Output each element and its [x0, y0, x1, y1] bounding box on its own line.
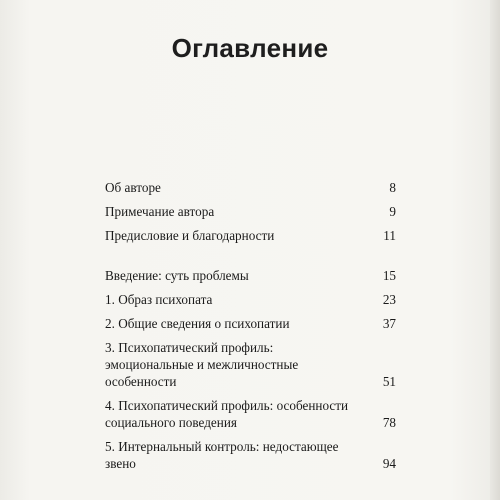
- toc-entry-chapter-2: [105, 315, 396, 332]
- toc-entry-page: 15: [382, 268, 396, 283]
- toc-entry-page: 8: [389, 180, 396, 195]
- toc-entry-page: 11: [383, 228, 396, 243]
- toc-entry-page: 51: [382, 374, 396, 389]
- toc-entry-label: 3. Психопатический профиль: эмоциональные и межличностные особенности: [105, 340, 299, 389]
- toc-entry-page: 23: [382, 292, 396, 307]
- toc-entry-label: Введение: суть проблемы: [105, 268, 249, 283]
- toc-entry-label: 4. Психопатический профиль: особенности социального поведения: [105, 398, 349, 430]
- toc-entry-about-author: [105, 179, 396, 196]
- toc-entry-chapter-5: [105, 438, 396, 472]
- toc-entry-page: 78: [382, 415, 396, 430]
- page-title: Оглавление: [171, 33, 329, 63]
- toc-entry-label: Примечание автора: [105, 204, 215, 219]
- toc-entry-label: 2. Общие сведения о психопатии: [105, 316, 290, 331]
- toc-entry-preface: [105, 227, 396, 244]
- toc-entry-label: 1. Образ психопата: [105, 292, 213, 307]
- toc-entry-page: 9: [389, 204, 396, 219]
- toc-entry-author-note: [105, 203, 396, 220]
- table-of-contents: [105, 179, 396, 472]
- page-edge-shadow: [490, 0, 500, 500]
- toc-entry-chapter-3: [105, 339, 396, 390]
- toc-entry-page: 37: [382, 316, 396, 331]
- toc-entry-chapter-1: [105, 291, 396, 308]
- toc-entry-label: Предисловие и благодарности: [105, 228, 275, 243]
- toc-entry-label: Об авторе: [105, 180, 161, 195]
- toc-entry-page: 94: [382, 456, 396, 471]
- toc-entry-chapter-4: [105, 397, 396, 431]
- toc-entry-introduction: [105, 267, 396, 284]
- toc-entry-label: 5. Интернальный контроль: недостающее звено: [105, 439, 339, 471]
